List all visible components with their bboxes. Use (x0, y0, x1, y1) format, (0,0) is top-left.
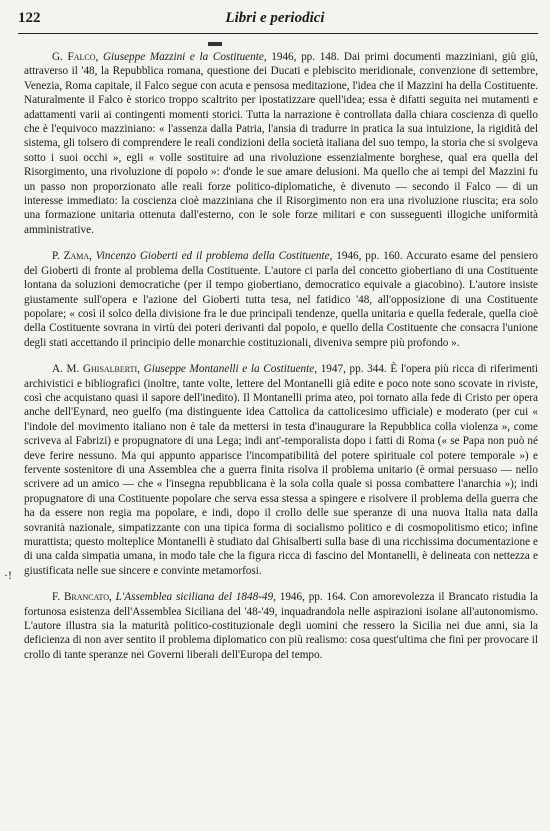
entry-title: Vincenzo Gioberti ed il problema della Costituente, (95, 250, 333, 263)
entry-text: 1946, pp. 164. Con amorevolezza il Brancato ristudia la fortunosa esistenza dell'Assemblea Siciliana del '48-'49, inquadrandola nelle aspirazioni isolane all'autonomismo. L'autore illustra sia la maturità politico-costituzionale degli uomini che ressero la Sicilia nei due anni, sia la deficienza di non aver sentito il problema diplomatico con più realismo: cosa quest'ultima che finì per provocare il crollo di tante speranze nei Governi liberali dell'Europa del tempo. (24, 591, 539, 661)
review-entry-falco (24, 50, 538, 237)
entry-title: Giuseppe Montanelli e la Costituente, (143, 363, 318, 376)
entry-title: L'Assemblea siciliana del 1848-49, (115, 591, 276, 604)
print-mark (208, 42, 222, 46)
review-entry-zama (24, 249, 538, 350)
review-entry-brancato (24, 590, 538, 662)
entry-text: 1947, pp. 344. È l'opera più ricca di riferimenti archivistici e bibliografici (inoltre, tante volte, lettere del Montanelli già edite e poco note sono scovate in riviste, così che acquistano quasi il sapore dell'inedito). Il Montanelli prima ateo, poi tornato alla fede di Cristo per opera anche dell'Eynard, neo guelfo (ma distinguente idea Cattolica da cattolicesimo ufficiale) e moderato (per cui « l'indole del movimento italiano non è tale da mettersi in testa d'inaugurare la Repubblica colla violenza », come scriveva al Fabrizi) e propugnatore di una Lega; indi ant'-temporalista dopo i fatti di Roma (« se Papa non può né deve ferire nessuno. Ma qui appunto apparisce l'incompatibilità del potere spirituale col potere temporale ») e fervente sostenitore di una Assemblea che a guerra finita risolva il problema unitario (è ormai persuaso — nello scrivere ad un amico — che « l'insegna repubblicana è la sola colla quale si possa combattere l'anarchia »); indi propugnatore di una Costituente popolare che serva essa stessa a spingere e risolvere il problema della guerra che ha da essere non regia ma popolare, e indi, dopo il crollo delle sue speranze di una nuova Italia nata dalla sovranità nazionale, simpatizzante con una tipica forma di socialismo politico e di cosmopolitismo etico; infine murattista; questo molteplice Montanelli è studiato dal Ghisalberti sulla base di una ricchissima documentazione e di una calda simpatia umana, in modo tale che la figura ricca di fascino del Montanelli, è delineata con nettezza e giustificata nelle sue sincere e convinte metamorfosi. (24, 363, 538, 577)
entry-author: F. Brancato, (52, 591, 112, 604)
page-header (0, 0, 550, 36)
entry-text: 1946, pp. 148. Dai primi documenti mazziniani, giù giù, attraverso il '48, la Repubblica romana, questione dei Ducati e plebiscito meridionale, convenzione di settembre, Venezia, Roma capitale, il Falco segue con acuta e pensosa meditazione, l'idea che il Mazzini ha della Costituente. Naturalmente il Falco è storico troppo scaltrito per ipostatizzare quell'idea; essa è difatti seguita nei mutamenti e adattamenti varii ai contingenti momenti storici. Tutta la narrazione è controllata dalla chiara coscienza di quello che è l'equivoco mazziniano: « l'assenza dalla Patria, l'ansia di tradurre in pratica la sua intuizione, la rigidità del sistema, gli tolsero di comprendere le reali condizioni della società italiana del suo tempo, la storia che si svolgeva sotto i suoi occhi », egli « volle sostituire ad una rivoluzione essenzialmente borghese, qual era quella del Risorgimento, una rivoluzione di popolo »: d'onde le sue amare delusioni. Ma quello che ai tempi del Mazzini fu un passo non proporzionato alle reali forze politico-diplomatiche, è divenuto — secondo il Falco — di un interesse immediato: la coscienza cioè mazziniana che il Risorgimento non era una rivoluzione riuscita; era solo una formazione unitaria ottenuta dall'esterno, con le sole forze militari e con susseguenti illogiche uniformità amministrative. (24, 51, 538, 236)
entry-author: G. Falco, (52, 51, 99, 63)
review-entry-ghisalberti (24, 362, 538, 578)
entry-author: A. M. Ghisalberti, (52, 363, 140, 376)
page-number: 122 (18, 10, 41, 26)
entry-text: 1946, pp. 160. Accurato esame del pensiero del Gioberti di fronte al problema della Costituente. L'autore ci parla del concetto giobertiano di una Costituente lontana da soluzioni democratiche (per il tempo giobertiano, democratico equivale a giacobino). L'autore insiste giustamente sull'opera e l'azione del Gioberti tutta tesa, nel fatidico '48, all'opposizione di una Costituente popolare; « così il solco della divisione fra le due principali tendenze, quella unitaria e quella federale, quella cioè della Costituente sovrana in virtù dei poteri derivanti dal popolo, e quello della Costituente che consacra l'unione degli stati accettando il principio delle monarchie costituzionali, diveniva sempre più profondo ». (24, 250, 539, 349)
margin-mark: ·! (4, 568, 12, 582)
entry-title: Giuseppe Mazzini e la Costituente, (102, 51, 267, 63)
entry-author: P. Zama, (52, 250, 92, 263)
review-list (24, 50, 538, 674)
header-rule (18, 33, 538, 34)
running-title: Libri e periodici (225, 10, 325, 26)
